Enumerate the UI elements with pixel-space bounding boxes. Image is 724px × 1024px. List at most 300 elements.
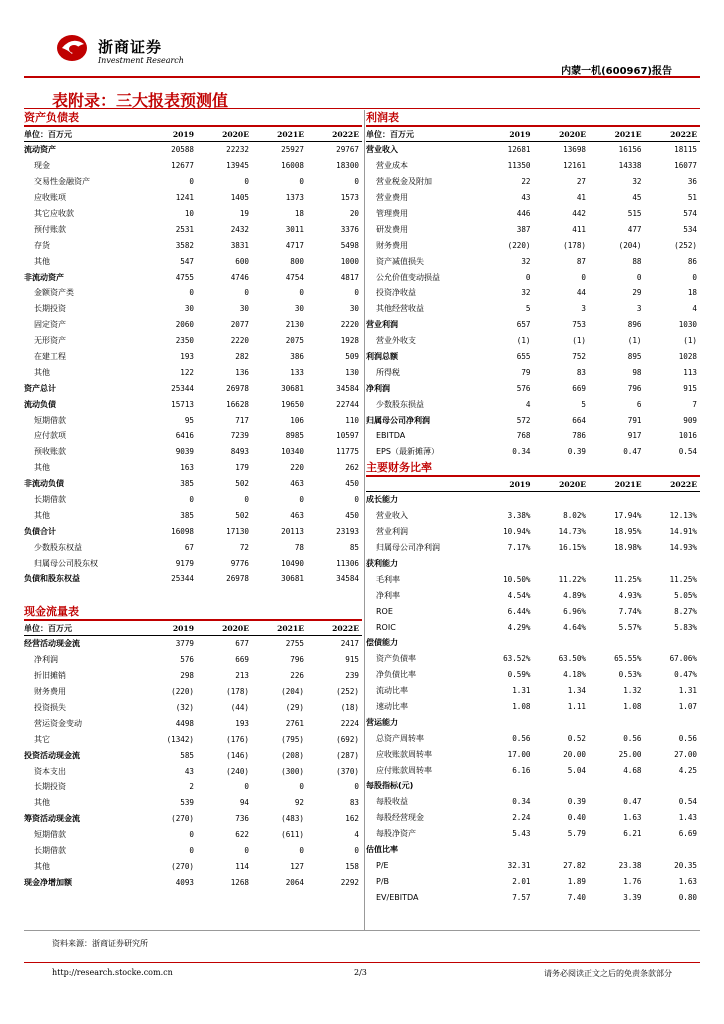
row-value: 515	[627, 209, 642, 218]
table-row	[366, 444, 700, 460]
table-row	[24, 174, 362, 190]
row-value: 162	[345, 814, 359, 824]
table-row	[366, 762, 700, 778]
row-label: ROIC	[376, 622, 396, 632]
row-value: 6.16	[512, 765, 531, 775]
row-value: 7.40	[567, 892, 586, 902]
table-row	[24, 858, 362, 874]
row-value: 4.29%	[507, 622, 531, 632]
row-label: 应收账项	[34, 193, 66, 203]
row-value: 446	[516, 209, 531, 218]
table-row	[24, 827, 362, 843]
row-value: 3	[581, 304, 586, 314]
row-value: 114	[235, 861, 249, 871]
row-value: (32)	[175, 703, 194, 712]
table-row	[24, 190, 362, 206]
row-value: 18.98%	[614, 543, 642, 553]
row-value: 17.00	[507, 749, 531, 759]
row-label: 归属母公司净利润	[376, 543, 440, 553]
row-value: (176)	[226, 734, 249, 744]
row-value: (1)	[516, 336, 531, 346]
row-value	[589, 714, 645, 730]
row-value: 2.01	[512, 876, 531, 886]
table-row	[24, 700, 362, 716]
row-value: 23193	[336, 526, 359, 536]
balance-sheet-title: 资产负债表	[24, 110, 362, 127]
year-header: 2021E	[252, 621, 307, 636]
table-row	[24, 460, 362, 476]
row-value: (220)	[507, 240, 531, 250]
row-value: 2077	[230, 320, 249, 330]
row-value: 158	[345, 861, 359, 871]
row-value: 2761	[285, 718, 304, 728]
table-row	[366, 317, 700, 333]
row-value: 7.57	[512, 892, 531, 902]
row-value: 4.89%	[563, 590, 586, 600]
table-row	[366, 253, 700, 269]
table-row	[366, 428, 700, 444]
row-value: 10.50%	[503, 574, 531, 584]
table-row	[24, 555, 362, 571]
row-value: 0.59%	[507, 670, 531, 680]
row-value: 0	[244, 288, 249, 298]
row-value: 915	[683, 383, 697, 393]
row-value: 13698	[563, 145, 586, 155]
row-value: 22	[521, 177, 531, 187]
row-value: 0	[244, 495, 249, 505]
row-value: 44	[576, 288, 586, 298]
row-label: 营业利润	[366, 320, 398, 330]
row-label: 资产总计	[24, 383, 56, 393]
row-value: 11775	[336, 447, 359, 457]
table-row	[366, 683, 700, 699]
row-value: (270)	[171, 861, 194, 871]
row-value: 26978	[226, 383, 249, 393]
row-label: 财务费用	[34, 687, 66, 697]
row-value: 0.80	[678, 892, 697, 902]
row-label: 现金	[34, 161, 50, 171]
row-value: 4746	[230, 272, 249, 282]
row-value: 768	[516, 431, 531, 441]
row-value: 106	[290, 415, 304, 425]
table-row	[24, 317, 362, 333]
table-row	[24, 364, 362, 380]
row-value: 2130	[285, 320, 304, 330]
row-value: 130	[345, 367, 359, 377]
row-value: 669	[235, 655, 249, 665]
row-value: 5.57%	[618, 622, 642, 632]
row-value: 136	[235, 367, 249, 377]
row-value: 113	[683, 367, 697, 377]
table-row	[24, 380, 362, 396]
row-value: 85	[349, 542, 359, 552]
row-value: (370)	[336, 766, 359, 776]
row-value: 15713	[171, 399, 194, 409]
row-label: 投资活动现金流	[24, 750, 80, 760]
row-value: 387	[516, 224, 531, 234]
row-value: 0.47%	[674, 670, 697, 680]
table-row	[366, 873, 700, 889]
row-value: 10.94%	[503, 527, 531, 537]
row-value: 450	[345, 510, 359, 520]
row-value: 6416	[175, 431, 194, 441]
row-value	[589, 492, 645, 508]
row-value: 8985	[285, 431, 304, 441]
table-row	[24, 571, 362, 587]
row-value	[478, 714, 534, 730]
row-label: 总资产周转率	[376, 733, 424, 743]
row-value: 239	[345, 671, 359, 681]
row-label: 交易性金融资产	[34, 177, 90, 187]
row-value: 442	[572, 209, 586, 218]
row-value: 79	[521, 367, 531, 377]
row-value: 13945	[226, 161, 249, 171]
row-value: 298	[180, 671, 194, 681]
row-value: 110	[345, 415, 359, 425]
row-value: 12677	[171, 161, 194, 171]
row-value: 5.05%	[674, 590, 697, 600]
cashflow-table	[24, 621, 362, 890]
row-value: 25927	[281, 145, 304, 155]
table-row	[366, 857, 700, 873]
row-label: 其它	[34, 734, 50, 744]
row-value: 463	[290, 510, 304, 520]
unit-header: 单位：百万元	[24, 127, 142, 142]
row-value: 3011	[285, 224, 304, 234]
row-label: 估值比率	[366, 845, 398, 855]
row-value: 752	[572, 352, 586, 362]
row-value: 27.82	[563, 860, 586, 870]
table-row	[366, 619, 700, 635]
row-value: 20588	[171, 145, 194, 155]
row-value	[645, 714, 701, 730]
table-row	[366, 190, 700, 206]
row-value: 41	[576, 193, 586, 203]
row-value: 11350	[507, 161, 531, 171]
row-label: 其他	[34, 463, 50, 473]
row-value: 4	[692, 304, 697, 314]
row-value	[534, 714, 590, 730]
row-value: 677	[235, 639, 249, 649]
row-value: 20113	[281, 526, 304, 536]
row-value: 2292	[340, 877, 359, 887]
row-value: 1.31	[678, 686, 697, 696]
row-value: 16156	[618, 145, 642, 155]
row-value: 30	[349, 304, 359, 314]
row-value: (204)	[618, 240, 642, 250]
row-value: 7.74%	[618, 606, 642, 616]
row-value: 0	[354, 288, 359, 298]
year-header: 2019	[142, 621, 197, 636]
year-header: 2022E	[307, 621, 362, 636]
row-value: (178)	[226, 687, 249, 697]
row-value: 2220	[340, 320, 359, 330]
table-row	[366, 778, 700, 794]
year-header: 2020E	[534, 477, 590, 492]
row-value: 1405	[230, 193, 249, 203]
row-label: 非流动资产	[24, 272, 64, 282]
row-value: 23.38	[618, 860, 642, 870]
row-label: 利润总额	[366, 352, 398, 362]
table-row	[366, 380, 700, 396]
table-row	[24, 444, 362, 460]
table-row	[24, 874, 362, 890]
row-value: 34584	[336, 383, 359, 393]
table-row	[24, 492, 362, 508]
row-value: 0	[189, 846, 194, 856]
table-row	[24, 763, 362, 779]
row-value: 18300	[336, 161, 359, 171]
row-value: 83	[349, 798, 359, 808]
table-row	[366, 221, 700, 237]
table-row	[366, 730, 700, 746]
row-label: 应收账款周转率	[376, 749, 432, 759]
row-label: 其它应收款	[34, 209, 74, 218]
row-value: 0.54	[678, 797, 697, 807]
row-value: 8.27%	[674, 606, 697, 616]
row-value: (240)	[226, 766, 249, 776]
row-label: 其他	[34, 861, 50, 871]
row-label: 资产减值损失	[376, 256, 424, 266]
table-row	[366, 794, 700, 810]
row-label: 负债和股东权益	[24, 574, 80, 584]
unit-header: 单位：百万元	[24, 621, 142, 636]
row-value: 1373	[285, 193, 304, 203]
row-label: 营业外收支	[376, 336, 416, 346]
table-row	[24, 747, 362, 763]
row-value: 477	[627, 224, 642, 234]
table-row	[24, 412, 362, 428]
row-value: (1)	[683, 336, 697, 346]
row-value: 669	[572, 383, 586, 393]
row-value: 0	[525, 272, 531, 282]
row-value: 16098	[171, 526, 194, 536]
row-label: 财务费用	[376, 240, 408, 250]
row-value: 4754	[285, 272, 304, 282]
row-value: 30	[184, 304, 194, 314]
row-value: 88	[632, 256, 642, 266]
row-value: 72	[239, 542, 249, 552]
row-value: 262	[345, 463, 359, 473]
row-value	[478, 556, 534, 572]
footer-url[interactable]: http://research.stocke.com.cn	[52, 968, 173, 977]
report-reference: 内蒙一机(600967)报告	[561, 66, 672, 77]
row-value: 1.76	[623, 876, 642, 886]
row-value	[589, 635, 645, 651]
row-value: 896	[627, 320, 642, 330]
row-value: 0	[692, 272, 697, 282]
column-divider	[364, 110, 365, 930]
table-row	[366, 556, 700, 572]
row-value: 78	[294, 542, 304, 552]
row-value: 655	[516, 352, 531, 362]
row-label: 负债合计	[24, 526, 56, 536]
row-value: 2350	[175, 336, 194, 346]
row-value: 1.08	[623, 702, 642, 712]
row-value: 30	[239, 304, 249, 314]
row-label: 营运能力	[366, 717, 398, 727]
row-value: 10597	[336, 431, 359, 441]
row-value: (146)	[226, 750, 249, 760]
row-label: 每股收益	[376, 797, 408, 807]
row-value: 786	[572, 431, 586, 441]
row-value: 6.44%	[507, 606, 531, 616]
income-statement-title: 利润表	[366, 110, 700, 127]
row-label: 长期投资	[34, 782, 66, 792]
row-value: 657	[516, 320, 531, 330]
table-row	[24, 636, 362, 652]
table-row	[366, 174, 700, 190]
row-value: 1000	[340, 256, 359, 266]
row-value: 10	[184, 209, 194, 218]
row-label: 现金净增加额	[24, 877, 72, 887]
row-label: 非流动负债	[24, 479, 64, 489]
row-value: 7.17%	[507, 543, 531, 553]
row-value: 14.73%	[558, 527, 586, 537]
row-value: (611)	[281, 830, 304, 840]
row-value: 0	[354, 177, 359, 187]
row-value: (208)	[281, 750, 304, 760]
table-row	[24, 349, 362, 365]
row-value: 0	[636, 272, 642, 282]
row-value: 2531	[175, 224, 194, 234]
row-value: (795)	[281, 734, 304, 744]
table-row	[24, 684, 362, 700]
row-label: 经营活动现金流	[24, 639, 80, 649]
row-value: 0.56	[512, 733, 531, 743]
table-row	[366, 349, 700, 365]
row-value: 0	[299, 495, 304, 505]
row-value: 3.38%	[507, 511, 531, 521]
row-value: 385	[180, 479, 194, 489]
row-value: 502	[235, 479, 249, 489]
year-header: 2021E	[589, 477, 645, 492]
income-statement-panel	[366, 110, 700, 460]
row-value: 18115	[674, 145, 697, 155]
table-row	[24, 301, 362, 317]
row-label: 投资损失	[34, 703, 66, 712]
row-label: 每股指标(元)	[366, 781, 414, 791]
row-value: 0	[299, 782, 304, 792]
row-value: 1.07	[678, 702, 697, 712]
year-header: 2020E	[197, 621, 252, 636]
unit-header	[366, 477, 478, 492]
row-label: 营业收入	[376, 511, 408, 521]
row-value: 63.52%	[503, 654, 531, 664]
row-value: 14.93%	[669, 543, 697, 553]
row-value: 4.25	[678, 765, 697, 775]
row-value: 282	[235, 352, 249, 362]
row-value: 4498	[175, 718, 194, 728]
table-row	[366, 651, 700, 667]
row-label: 无形资产	[34, 336, 66, 346]
row-value: 585	[180, 750, 194, 760]
row-value: 576	[180, 655, 194, 665]
row-value: 3582	[175, 240, 194, 250]
row-label: 短期借款	[34, 415, 66, 425]
row-value: (204)	[281, 687, 304, 697]
row-label: 其他	[34, 367, 50, 377]
row-value: 1.43	[678, 813, 697, 823]
row-value: 411	[572, 224, 586, 234]
row-value	[534, 842, 590, 858]
row-value: 87	[576, 256, 586, 266]
row-label: 公允价值变动损益	[376, 272, 440, 282]
row-label: P/E	[376, 860, 389, 870]
row-value: 539	[180, 798, 194, 808]
table-row	[24, 539, 362, 555]
table-row	[24, 715, 362, 731]
row-value: 94	[239, 798, 249, 808]
row-value: 20	[349, 209, 359, 218]
row-label: 毛利率	[376, 574, 400, 584]
row-label: EBITDA	[376, 431, 406, 441]
row-value: 664	[572, 415, 586, 425]
row-label: 归属母公司股东权	[34, 558, 98, 568]
table-row	[366, 508, 700, 524]
year-header: 2019	[142, 127, 197, 142]
table-row	[366, 492, 700, 508]
row-value: 2755	[285, 639, 304, 649]
row-label: 长期借款	[34, 495, 66, 505]
row-label: 每股净资产	[376, 829, 416, 839]
row-label: 营业成本	[376, 161, 408, 171]
row-label: 营业费用	[376, 193, 408, 203]
row-label: 预付账款	[34, 224, 66, 234]
row-value: 67.06%	[669, 654, 697, 664]
row-value: 1.63	[678, 876, 697, 886]
row-value: 1268	[230, 877, 249, 887]
row-label: 每股经营现金	[376, 813, 424, 823]
table-row	[366, 206, 700, 222]
row-value: 1.31	[512, 686, 531, 696]
row-value: 4.64%	[563, 622, 586, 632]
table-row	[366, 667, 700, 683]
row-value	[534, 778, 590, 794]
table-row	[24, 795, 362, 811]
row-value: 12161	[563, 161, 586, 171]
row-value: 18	[687, 288, 697, 298]
table-row	[366, 237, 700, 253]
row-value: 6.96%	[563, 606, 586, 616]
row-value: 0	[244, 846, 249, 856]
row-value: 463	[290, 479, 304, 489]
row-value: 32	[632, 177, 642, 187]
table-row	[24, 333, 362, 349]
table-row	[366, 635, 700, 651]
row-value: 133	[290, 367, 304, 377]
row-value: 34584	[336, 574, 359, 584]
row-value: 0.34	[512, 797, 531, 807]
row-value: 4	[354, 830, 359, 840]
row-value	[478, 842, 534, 858]
disclaimer-note: 请务必阅读正文之后的免责条款部分	[544, 969, 672, 978]
cashflow-title: 现金流量表	[24, 604, 362, 621]
balance-sheet-panel	[24, 110, 362, 587]
table-row	[366, 889, 700, 905]
row-value: 25344	[171, 383, 194, 393]
row-value: 3779	[175, 639, 194, 649]
row-label: 少数股东权益	[34, 542, 82, 552]
row-value: 0.39	[567, 447, 586, 457]
table-row	[366, 826, 700, 842]
year-header: 2020E	[534, 127, 590, 142]
row-label: 流动比率	[376, 686, 408, 696]
row-value: 2220	[230, 336, 249, 346]
table-row	[366, 412, 700, 428]
row-label: EV/EBITDA	[376, 892, 419, 902]
row-label: 应付款项	[34, 431, 66, 441]
